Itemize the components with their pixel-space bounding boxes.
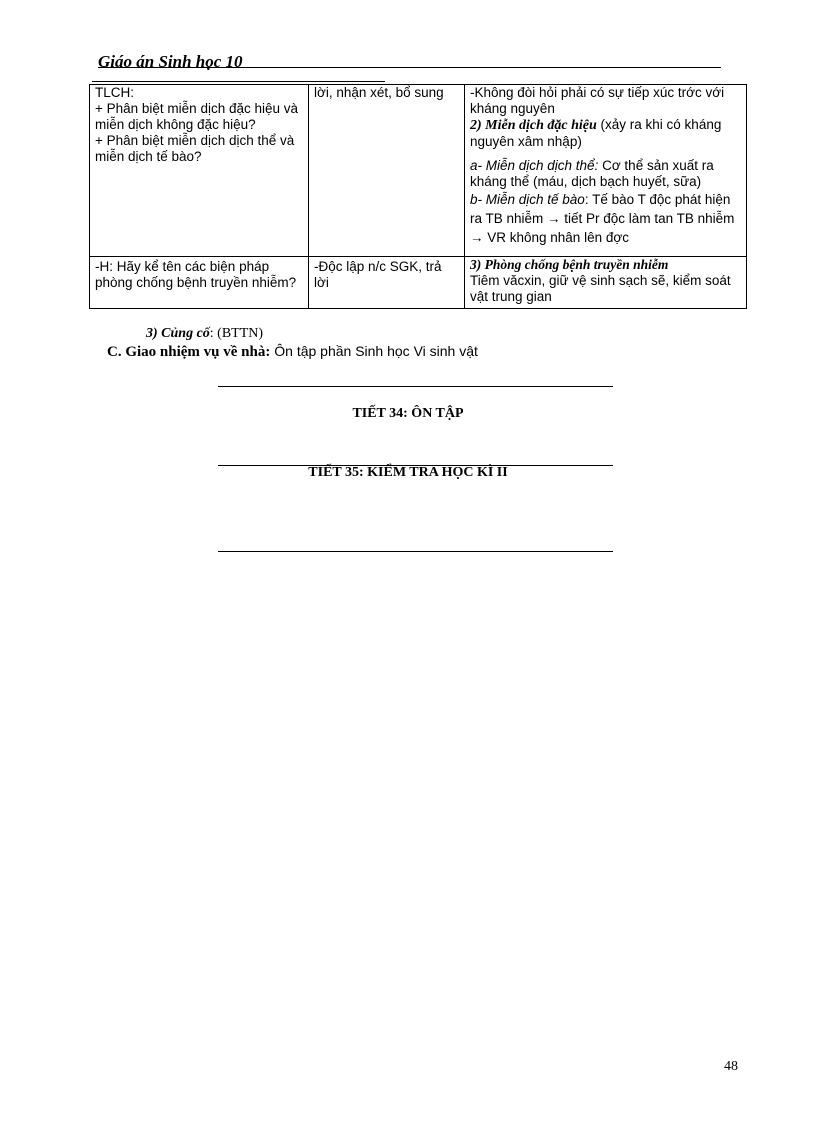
item-a-text: Cơ thể sản xuất ra kháng thể (máu, dịch bạch huyết, sữa) [470,158,714,189]
teacher-activity-cell [90,257,309,309]
content-item-b [470,190,741,247]
content-item-a [470,158,741,190]
question-line: TLCH: [95,85,135,100]
content-heading [470,117,741,150]
question-line: -H: Hãy kể tên các biện pháp phòng chống bệnh truyền nhiễm? [95,259,297,290]
student-activity-cell [309,85,465,257]
prevention-text: Tiêm văcxin, giữ vệ sinh sạch sẽ, kiểm soát vật trung gian [470,273,731,304]
item-b-label: b- Miễn dịch tế bào [470,192,585,207]
item-b-text: : Tế bào T độc phát hiện ra TB nhiễm → tiết Pr độc làm tan TB nhiễm → VR không nhân lên đợc [470,192,735,245]
content-line: -Không đòi hỏi phải có sự tiếp xúc trớc với kháng nguyên [470,85,725,116]
consolidation-line [146,326,263,342]
table-row [90,85,747,257]
table-top-line [92,81,385,82]
document-header-title: Giáo án Sinh học 10 [98,52,243,71]
question-line: + Phân biệt miễn dịch đặc hiệu và miễn dịch không đặc hiệu? [95,101,299,132]
section-title-lesson-35: TIẾT 35: KIỂM TRA HỌC KÌ II [308,465,508,480]
section-title-lesson-34: TIẾT 34: ÔN TẬP [352,406,464,421]
section-divider [218,551,613,552]
lesson-table [89,84,747,309]
consolidation-text: : (BTTN) [209,326,264,341]
table-row [90,257,747,309]
section-divider [218,386,613,387]
homework-text: Ôn tập phần Sinh học Vi sinh vật [270,343,478,359]
heading-specific-immunity: 2) Miễn dịch đặc hiệu [470,118,597,133]
homework-label: C. Giao nhiệm vụ về nhà: [107,344,271,360]
student-activity-text: -Độc lập n/c SGK, trả lời [314,259,442,290]
question-line: + Phân biệt miễn dịch dịch thể và miễn dịch tế bào? [95,133,295,164]
content-cell [465,85,747,257]
homework-line [107,343,478,361]
header-divider [98,67,721,68]
student-activity-cell [309,257,465,309]
content-cell [465,257,747,309]
item-a-label: a- Miễn dịch dịch thể: [470,158,599,173]
page-number: 48 [724,1059,738,1074]
teacher-activity-cell [90,85,309,257]
heading-specific-immunity-note: (xảy ra khi có kháng nguyên xâm nhập) [470,117,722,149]
consolidation-label: 3) Củng cố [146,326,210,341]
student-activity-text: lời, nhận xét, bổ sung [314,85,444,100]
heading-disease-prevention: 3) Phòng chống bệnh truyền nhiễm [470,257,669,272]
